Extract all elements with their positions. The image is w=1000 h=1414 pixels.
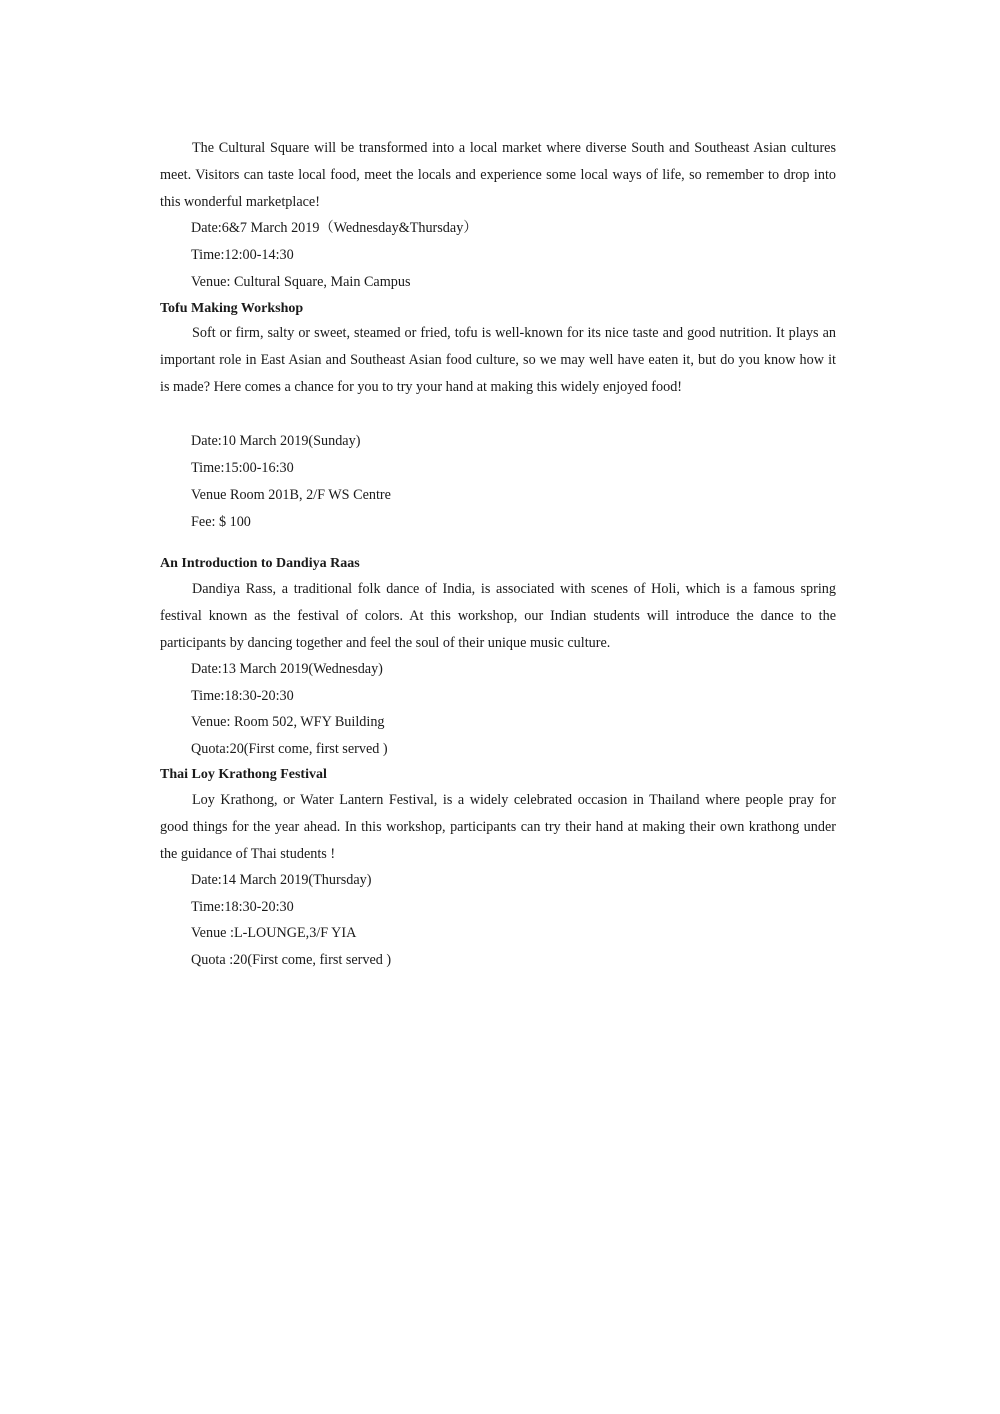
market-description: The Cultural Square will be transformed into a local market where diverse South and Southeast Asian cultures meet. Visitors can taste local food, meet the locals and experience some local ways of life, so remember to drop into this wonderful marketplace!: [160, 140, 836, 210]
market-venue: Venue: Cultural Square, Main Campus: [191, 274, 411, 290]
dandiya-time: Time:18:30-20:30: [191, 688, 294, 704]
dandiya-heading: An Introduction to Dandiya Raas: [160, 556, 360, 571]
thai-venue: Venue :L-LOUNGE,3/F YIA: [191, 925, 357, 941]
tofu-description: Soft or firm, salty or sweet, steamed or fried, tofu is well-known for its nice taste and good nutrition. It plays an important role in East Asian and Southeast Asian food culture, so we may well have eaten it, but do you know how it is made? Here comes a chance for you to try your hand at making this widely enjoyed food!: [160, 325, 836, 395]
thai-heading: Thai Loy Krathong Festival: [160, 767, 327, 782]
thai-quota: Quota :20(First come, first served ): [191, 952, 392, 968]
market-date: Date:6&7 March 2019（Wednesday&Thursday）: [191, 220, 478, 236]
tofu-heading: Tofu Making Workshop: [160, 301, 304, 316]
dandiya-venue: Venue: Room 502, WFY Building: [191, 714, 385, 730]
thai-description: Loy Krathong, or Water Lantern Festival, is a widely celebrated occasion in Thailand where people pray for good things for the year ahead. In this workshop, participants can try their hand at making their own krathong under the guidance of Thai students !: [160, 792, 836, 862]
dandiya-date: Date:13 March 2019(Wednesday): [191, 661, 383, 677]
tofu-date: Date:10 March 2019(Sunday): [191, 433, 361, 449]
tofu-fee: Fee: $ 100: [191, 514, 251, 530]
market-time: Time:12:00-14:30: [191, 247, 294, 263]
thai-time: Time:18:30-20:30: [191, 899, 294, 915]
tofu-venue: Venue Room 201B, 2/F WS Centre: [191, 487, 391, 503]
dandiya-quota: Quota:20(First come, first served ): [191, 741, 388, 757]
tofu-time: Time:15:00-16:30: [191, 460, 294, 476]
thai-date: Date:14 March 2019(Thursday): [191, 872, 372, 888]
dandiya-description: Dandiya Rass, a traditional folk dance of India, is associated with scenes of Holi, which is a famous spring festival known as the festival of colors. At this workshop, our Indian students will introduce the dance to the participants by dancing together and feel the soul of their unique music culture.: [160, 581, 836, 651]
